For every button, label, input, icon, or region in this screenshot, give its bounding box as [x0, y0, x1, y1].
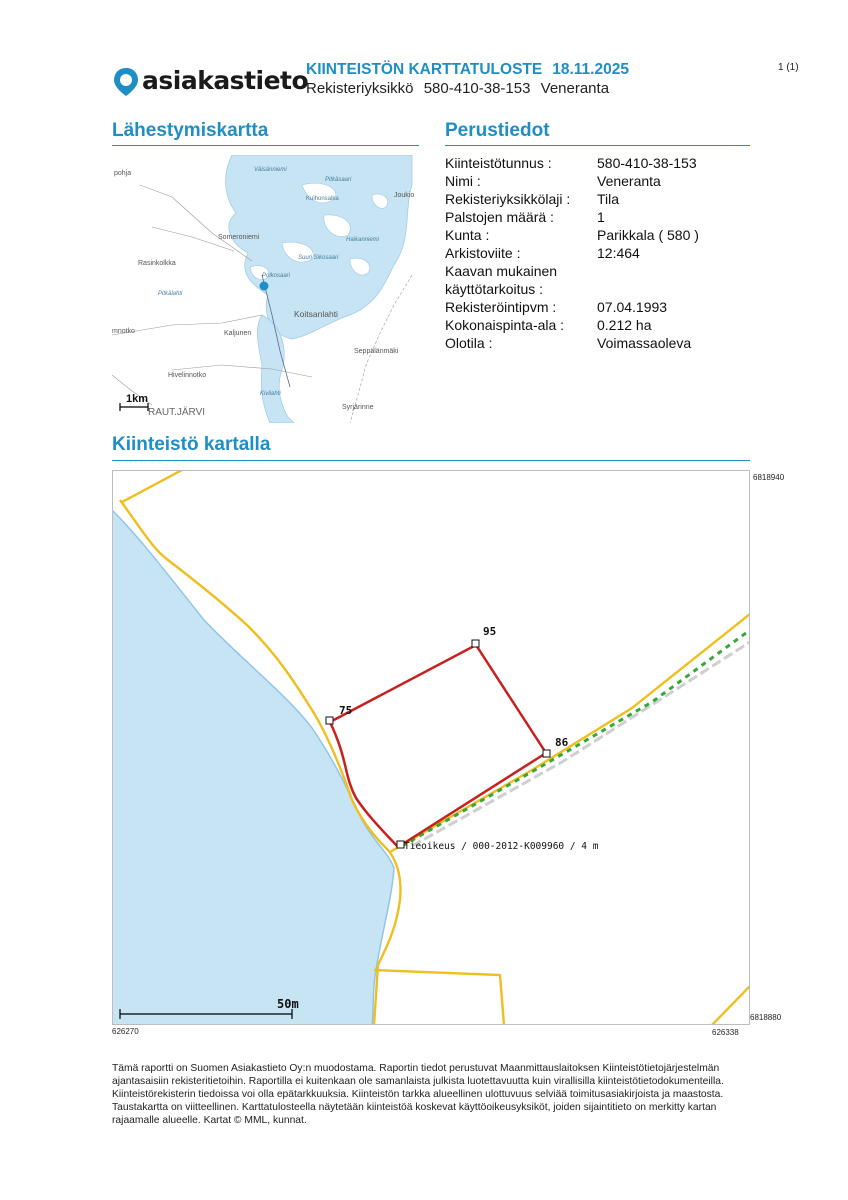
info-value	[597, 280, 745, 298]
section-title-basic-info: Perustiedot	[445, 120, 550, 141]
coord-top-right: 6818940	[753, 473, 785, 482]
info-label: Kiinteistötunnus :	[445, 155, 552, 171]
document-title-text: KIINTEISTÖN KARTTATULOSTE	[306, 61, 543, 78]
coord-bottom-right: 6818880	[750, 1013, 782, 1022]
place-label: Joukio	[394, 192, 415, 199]
info-value: Tila	[597, 191, 620, 207]
place-label: Pitkäsaari	[325, 177, 352, 183]
document-title	[306, 61, 629, 79]
place-label: Kuihonsalka	[306, 196, 339, 202]
info-row	[445, 244, 745, 262]
info-label: Rekisteröintipvm :	[445, 299, 557, 315]
easement-point	[397, 841, 404, 848]
info-value	[597, 262, 745, 280]
basic-info-list	[445, 154, 745, 352]
place-label: Hivelinnotko	[168, 372, 207, 379]
footer-disclaimer: Tämä raportti on Suomen Asiakastieto Oy:n muodostama. Raportin tiedot perustuvat Maanmittauslaitoksen Kiinteistötietojärjestelmän ajantasaisiin rekisteritietoihin. Raportilla ei kuitenkaan ole samanlaista julkista luotettavuutta kuin virallisilla kiinteistötietodokumenteilla. Kiinteistörekisterin tiedoissa voi olla epätarkkuuksia. Kiinteistön tarkka alueellinen ulottuvuus selviää toimitusasiakirjoista ja maastosta. Taustakartta on viitteellinen. Karttatulosteella näytetään kiinteistöä koskevat käyttöoikeusyksiköt, joiden sijaintitieto on merkitty kartan rajaamalle alueelle. Kartat © MML, kunnat.	[112, 1063, 724, 1126]
coord-bottom-left: 626270	[112, 1027, 139, 1036]
place-label: Väisänniemi	[254, 167, 287, 173]
section-divider	[112, 145, 419, 146]
place-label: Suuri Sikosaari	[298, 255, 339, 261]
info-row	[445, 154, 745, 172]
place-label: Polkosaari	[262, 273, 291, 279]
brand-logo	[112, 66, 309, 98]
section-divider	[445, 145, 750, 146]
place-label: Rasinkolkka	[138, 260, 176, 267]
info-row	[445, 208, 745, 226]
info-label: Kokonaispinta-ala :	[445, 317, 565, 333]
page-number: 1 (1)	[778, 62, 799, 73]
info-label: Olotila :	[445, 335, 493, 351]
subtitle-label: Rekisteriyksikkö	[306, 80, 414, 97]
place-label: Kaljunen	[224, 330, 252, 337]
boundary-point	[326, 717, 333, 724]
info-row	[445, 334, 745, 352]
info-label: käyttötarkoitus :	[445, 281, 544, 297]
info-value: 0.212 ha	[597, 317, 652, 333]
point-label: 95	[483, 625, 497, 638]
info-label: Nimi :	[445, 173, 481, 189]
document-subtitle	[306, 80, 615, 97]
overview-map	[112, 155, 419, 423]
info-value: 580-410-38-153	[597, 155, 697, 171]
info-row	[445, 298, 745, 316]
info-row	[445, 226, 745, 244]
place-label: Syrjärinne	[342, 404, 374, 411]
point-label: 75	[339, 704, 353, 717]
boundary-point	[472, 640, 479, 647]
place-label: Koitsanlahti	[294, 309, 338, 319]
info-row	[445, 172, 745, 190]
info-row	[445, 190, 745, 208]
property-location-icon	[260, 282, 269, 291]
info-label: Arkistoviite :	[445, 245, 521, 261]
place-label: Haikanniemi	[346, 237, 380, 243]
place-label: RAUT.JÄRVI	[148, 407, 206, 418]
place-label: Kivilahti	[260, 391, 281, 397]
info-label: Kunta :	[445, 227, 490, 243]
section-title-property-map: Kiinteistö kartalla	[112, 434, 271, 455]
place-label: Pitkälahti	[158, 291, 183, 297]
point-label: 86	[555, 736, 569, 749]
brand-name: asiakastieto	[142, 66, 309, 95]
info-label: Rekisteriyksikkölaji :	[445, 191, 571, 207]
document-date: 18.11.2025	[552, 61, 629, 78]
info-row	[445, 280, 745, 298]
property-map	[112, 470, 750, 1025]
info-value: Voimassaoleva	[597, 335, 692, 351]
section-title-approach-map: Lähestymiskartta	[112, 120, 269, 141]
info-row	[445, 316, 745, 334]
info-label: Kaavan mukainen	[445, 263, 558, 279]
place-label: pohja	[114, 170, 132, 177]
section-divider	[112, 460, 750, 461]
place-label: Someroniemi	[218, 234, 260, 241]
boundary-point	[543, 750, 550, 757]
info-value: 1	[597, 209, 605, 225]
location-pin-icon	[112, 66, 140, 98]
easement-label: Tieoikeus / 000-2012-K009960 / 4 m	[404, 841, 599, 852]
info-value: Parikkala ( 580 )	[597, 227, 699, 243]
info-value: 07.04.1993	[597, 299, 668, 315]
coord-bottom-mid: 626338	[712, 1028, 739, 1037]
info-row	[445, 262, 745, 280]
scale-label: 50m	[277, 997, 299, 1011]
info-value: Veneranta	[597, 173, 661, 189]
info-value: 12:464	[597, 245, 640, 261]
subtitle-name: Veneranta	[540, 80, 610, 97]
place-label: mnotko	[112, 328, 135, 335]
place-label: Seppälänmäki	[354, 348, 399, 355]
info-label: Palstojen määrä :	[445, 209, 554, 225]
subtitle-id: 580-410-38-153	[423, 80, 531, 97]
scale-label: 1km	[126, 393, 149, 405]
